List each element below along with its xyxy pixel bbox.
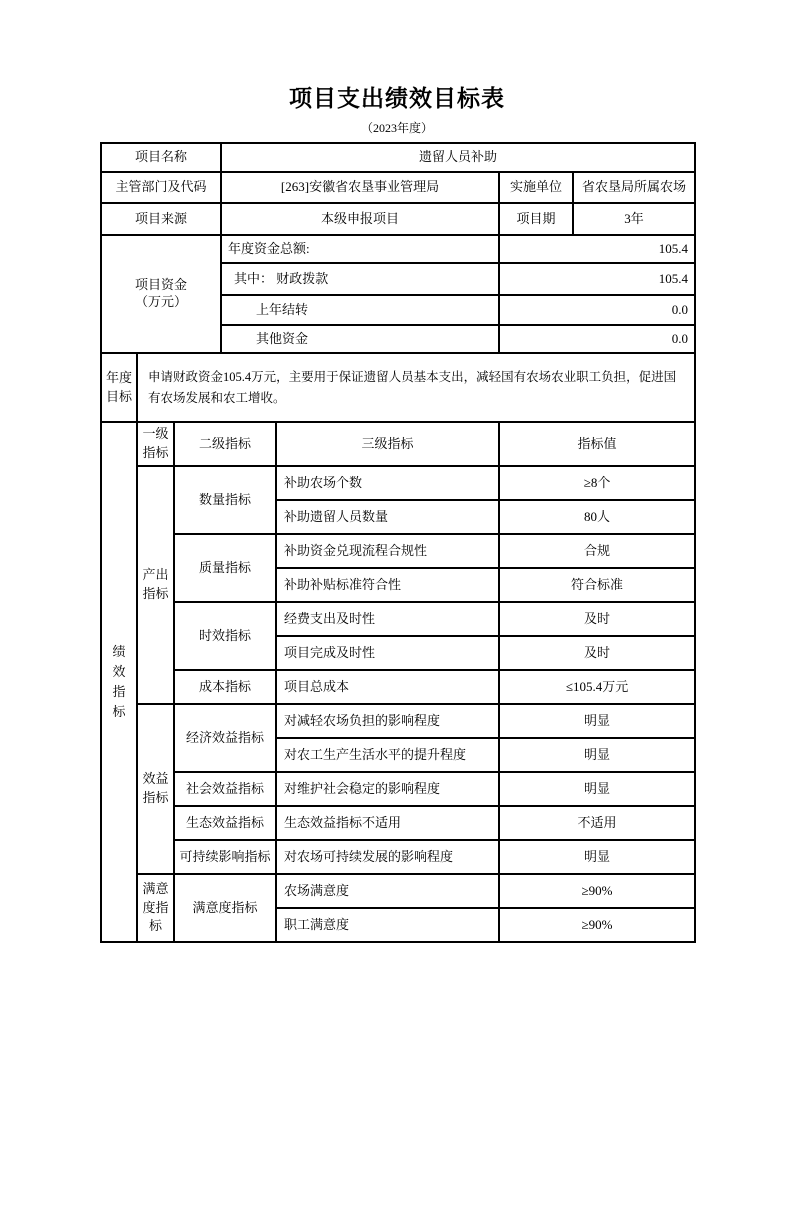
indicator-name: 对维护社会稳定的影响程度 bbox=[276, 772, 499, 806]
level1-group-output: 产出指标 bbox=[137, 466, 174, 704]
indicator-name: 补助补贴标准符合性 bbox=[276, 568, 499, 602]
impl-unit-label: 实施单位 bbox=[499, 172, 573, 203]
indicator-value: 合规 bbox=[499, 534, 695, 568]
row-funds-total bbox=[101, 235, 695, 263]
funds-row-name: 年度资金总额: bbox=[221, 235, 499, 263]
perf-side-label: 绩效指标 bbox=[112, 643, 126, 720]
funds-row-name: 上年结转 bbox=[221, 295, 499, 325]
indicator-value: 明显 bbox=[499, 704, 695, 738]
indicator-name: 农场满意度 bbox=[276, 874, 499, 908]
indicator-row bbox=[101, 670, 695, 704]
indicator-name: 对农工生产生活水平的提升程度 bbox=[276, 738, 499, 772]
indicator-value: ≥8个 bbox=[499, 466, 695, 500]
funds-row-value: 105.4 bbox=[499, 263, 695, 295]
annual-goal-text: 申请财政资金105.4万元，主要用于保证遗留人员基本支出，减轻国有农场农业职工负担，促进国有农场发展和农工增收。 bbox=[137, 353, 695, 422]
level2-group-sustainable: 可持续影响指标 bbox=[174, 840, 276, 874]
indicator-value: 明显 bbox=[499, 772, 695, 806]
funds-label bbox=[101, 235, 221, 353]
indicator-row bbox=[101, 602, 695, 636]
indicator-name: 职工满意度 bbox=[276, 908, 499, 942]
page-title: 项目支出绩效目标表 bbox=[289, 86, 505, 111]
level1-group-satisfaction: 满意度指标 bbox=[137, 874, 174, 942]
indicator-value: ≥90% bbox=[499, 874, 695, 908]
level2-group-ecological: 生态效益指标 bbox=[174, 806, 276, 840]
indicator-row bbox=[101, 466, 695, 500]
perf-side-cell bbox=[101, 422, 137, 942]
annual-goal-label: 年度目标 bbox=[101, 353, 137, 422]
row-project-name bbox=[101, 143, 695, 172]
dept-code-value: [263]安徽省农垦事业管理局 bbox=[221, 172, 499, 203]
funds-label-line2: （万元） bbox=[135, 294, 188, 310]
funds-label-line1: 项目资金 bbox=[135, 277, 188, 293]
level2-group-satisfaction: 满意度指标 bbox=[174, 874, 276, 942]
level2-group-quality: 质量指标 bbox=[174, 534, 276, 602]
project-period-label: 项目期 bbox=[499, 203, 573, 235]
indicator-row bbox=[101, 806, 695, 840]
project-name-label: 项目名称 bbox=[101, 143, 221, 172]
indicator-name: 对减轻农场负担的影响程度 bbox=[276, 704, 499, 738]
row-annual-goal bbox=[101, 353, 695, 422]
funds-row-name: 其中： 财政拨款 bbox=[221, 263, 499, 295]
funds-row-value: 105.4 bbox=[499, 235, 695, 263]
indicator-value: 符合标准 bbox=[499, 568, 695, 602]
indicator-name: 补助农场个数 bbox=[276, 466, 499, 500]
level2-group-cost: 成本指标 bbox=[174, 670, 276, 704]
indicator-row bbox=[101, 534, 695, 568]
indicator-name: 对农场可持续发展的影响程度 bbox=[276, 840, 499, 874]
col-header-level1: 一级指标 bbox=[137, 422, 174, 466]
level2-group-timeliness: 时效指标 bbox=[174, 602, 276, 670]
indicator-name: 补助遗留人员数量 bbox=[276, 500, 499, 534]
indicator-value: 80人 bbox=[499, 500, 695, 534]
indicator-name: 项目总成本 bbox=[276, 670, 499, 704]
indicator-name: 项目完成及时性 bbox=[276, 636, 499, 670]
document-sheet bbox=[100, 86, 694, 943]
row-indicator-header bbox=[101, 422, 695, 466]
project-source-label: 项目来源 bbox=[101, 203, 221, 235]
indicator-row bbox=[101, 772, 695, 806]
indicator-value: 不适用 bbox=[499, 806, 695, 840]
impl-unit-value: 省农垦局所属农场 bbox=[573, 172, 695, 203]
col-header-value: 指标值 bbox=[499, 422, 695, 466]
level2-group-quantity: 数量指标 bbox=[174, 466, 276, 534]
funds-row-name: 其他资金 bbox=[221, 325, 499, 353]
project-period-value: 3年 bbox=[573, 203, 695, 235]
col-header-level2: 二级指标 bbox=[174, 422, 276, 466]
level2-group-social: 社会效益指标 bbox=[174, 772, 276, 806]
row-project-source bbox=[101, 203, 695, 235]
row-department bbox=[101, 172, 695, 203]
project-name-value: 遗留人员补助 bbox=[221, 143, 695, 172]
col-header-level3: 三级指标 bbox=[276, 422, 499, 466]
page-subtitle: （2023年度） bbox=[360, 121, 433, 136]
dept-code-label: 主管部门及代码 bbox=[101, 172, 221, 203]
indicator-value: 及时 bbox=[499, 636, 695, 670]
indicator-name: 经费支出及时性 bbox=[276, 602, 499, 636]
project-source-value: 本级申报项目 bbox=[221, 203, 499, 235]
funds-row-value: 0.0 bbox=[499, 325, 695, 353]
indicator-name: 补助资金兑现流程合规性 bbox=[276, 534, 499, 568]
indicator-row bbox=[101, 840, 695, 874]
level2-group-economic: 经济效益指标 bbox=[174, 704, 276, 772]
indicator-name: 生态效益指标不适用 bbox=[276, 806, 499, 840]
indicator-value: ≥90% bbox=[499, 908, 695, 942]
indicator-value: ≤105.4万元 bbox=[499, 670, 695, 704]
indicator-value: 及时 bbox=[499, 602, 695, 636]
funds-row-value: 0.0 bbox=[499, 295, 695, 325]
indicator-row bbox=[101, 874, 695, 908]
level1-group-benefit: 效益指标 bbox=[137, 704, 174, 874]
indicator-row bbox=[101, 704, 695, 738]
indicator-value: 明显 bbox=[499, 840, 695, 874]
performance-target-table bbox=[100, 142, 696, 943]
indicator-value: 明显 bbox=[499, 738, 695, 772]
